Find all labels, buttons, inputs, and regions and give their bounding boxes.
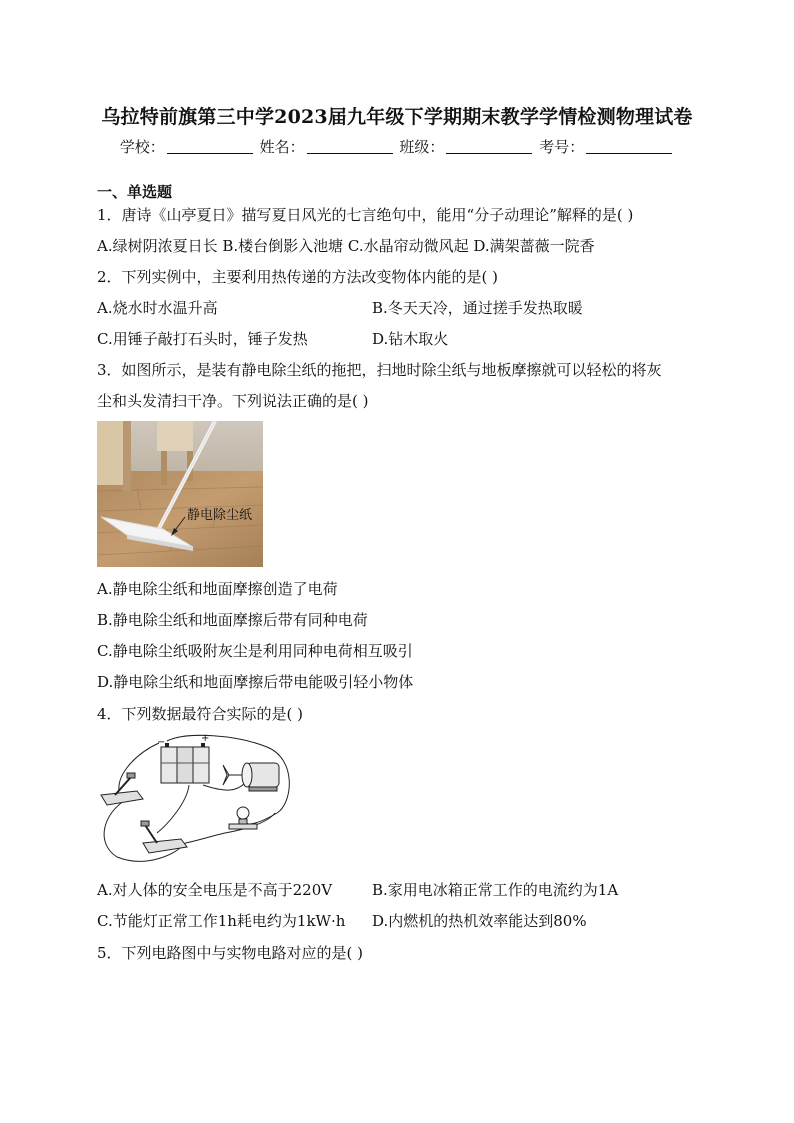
question-3-stem-line-2: 尘和头发清扫干净。下列说法正确的是( ) — [97, 392, 369, 410]
number-label: 考号： — [539, 138, 585, 156]
motor-icon — [223, 763, 279, 791]
class-label: 班级： — [399, 138, 445, 156]
question-4-option-b: B.家用电冰箱正常工作的电流约为1A — [372, 881, 619, 899]
number-blank — [586, 139, 672, 154]
name-blank — [307, 139, 393, 154]
question-2-stem: 2．下列实例中，主要利用热传递的方法改变物体内能的是( ) — [97, 268, 499, 286]
name-label: 姓名： — [259, 138, 305, 156]
school-label: 学校： — [119, 138, 165, 156]
question-4-stem: 4．下列数据最符合实际的是( ) — [97, 705, 304, 723]
question-3-option-d: D.静电除尘纸和地面摩擦后带电能吸引轻小物体 — [97, 673, 414, 691]
question-3-option-b: B.静电除尘纸和地面摩擦后带有同种电荷 — [97, 611, 368, 629]
question-3-option-a: A.静电除尘纸和地面摩擦创造了电荷 — [97, 580, 338, 598]
switch-2-icon — [141, 821, 187, 853]
photo-caption: 静电除尘纸 — [187, 508, 253, 523]
question-1-options: A.绿树阴浓夏日长 B.楼台倒影入池塘 C.水晶帘动微风起 D.满架蔷薇一院香 — [97, 237, 595, 255]
question-3-stem-line-1: 3．如图所示，是装有静电除尘纸的拖把，扫地时除尘纸与地板摩擦就可以轻松的将灰 — [97, 361, 662, 379]
class-blank — [446, 139, 532, 154]
battery-plus-sign: + — [201, 733, 210, 744]
bulb-icon — [229, 807, 257, 829]
student-info-row — [0, 136, 794, 157]
question-3-option-c: C.静电除尘纸吸附灰尘是利用同种电荷相互吸引 — [97, 642, 413, 660]
mop-photo — [97, 421, 263, 567]
battery-minus-sign: − — [157, 737, 166, 748]
question-2-option-c: C.用锤子敲打石头时，锤子发热 — [97, 330, 308, 348]
question-4-option-a: A.对人体的安全电压是不高于220V — [97, 881, 333, 899]
section-title: 一、单选题 — [97, 183, 173, 201]
battery-icon — [157, 733, 209, 783]
question-1-stem: 1．唐诗《山亭夏日》描写夏日风光的七言绝句中，能用“分子动理论”解释的是( ) — [97, 206, 634, 224]
switch-1-icon — [101, 773, 143, 805]
question-4-option-c: C.节能灯正常工作1h耗电约为1kW·h — [97, 912, 346, 930]
circuit-drawing — [97, 733, 297, 865]
question-2-option-b: B.冬天天冷，通过搓手发热取暖 — [372, 299, 583, 317]
school-blank — [167, 139, 253, 154]
question-2-option-d: D.钻木取火 — [372, 330, 449, 348]
question-5-stem: 5．下列电路图中与实物电路对应的是( ) — [97, 944, 364, 962]
exam-title: 乌拉特前旗第三中学2023届九年级下学期期末教学学情检测物理试卷 — [101, 106, 693, 128]
mop-photo-image — [97, 421, 263, 567]
question-2-option-a: A.烧水时水温升高 — [97, 299, 218, 317]
question-4-option-d: D.内燃机的热机效率能达到80% — [372, 912, 587, 930]
circuit-diagram — [97, 733, 297, 865]
